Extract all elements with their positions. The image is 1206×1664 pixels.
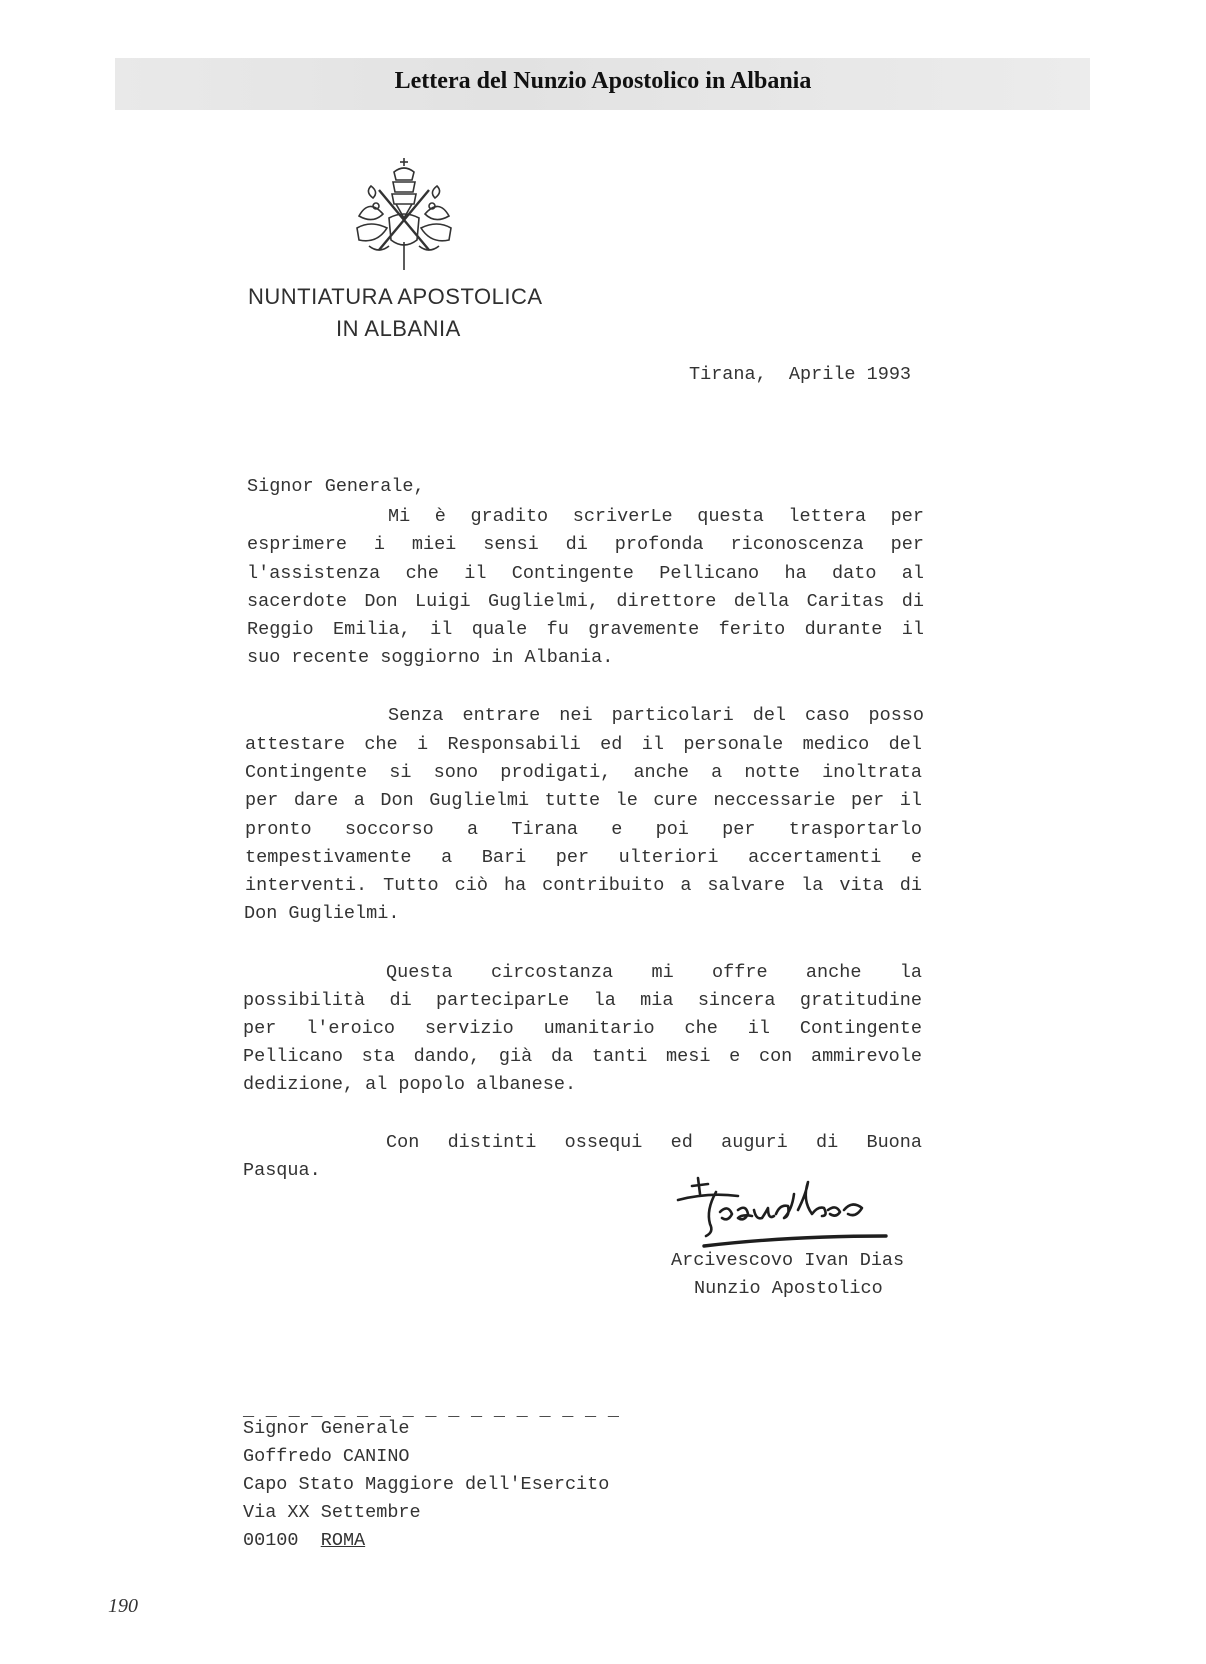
letterhead-line-1: NUNTIATURA APOSTOLICA bbox=[248, 284, 543, 309]
handwritten-signature-icon bbox=[668, 1170, 918, 1260]
paragraph-2-line: attestare che i Responsabili ed il personale medico del bbox=[245, 734, 922, 755]
page-number: 190 bbox=[108, 1595, 138, 1617]
recipient-postal-line bbox=[243, 1530, 365, 1551]
recipient-line: Capo Stato Maggiore dell'Esercito bbox=[243, 1474, 610, 1495]
page-title: Lettera del Nunzio Apostolico in Albania bbox=[394, 68, 812, 94]
postal-code: 00100 bbox=[243, 1530, 299, 1551]
paragraph-1-line: l'assistenza che il Contingente Pellicano ha dato al bbox=[247, 563, 924, 584]
paragraph-1-line: sacerdote Don Luigi Guglielmi, direttore della Caritas di bbox=[247, 591, 924, 612]
closing-line: Con distinti ossequi ed auguri di Buona bbox=[386, 1132, 922, 1153]
paragraph-2-line: tempestivamente a Bari per ulteriori accertamenti e bbox=[245, 847, 922, 868]
paragraph-1-line: Mi è gradito scriverLe questa lettera per bbox=[388, 506, 924, 527]
paragraph-3-line: Pellicano sta dando, già da tanti mesi e con ammirevole bbox=[243, 1046, 922, 1067]
recipient-line: Goffredo CANINO bbox=[243, 1446, 410, 1467]
paragraph-2-line: interventi. Tutto ciò ha contribuito a salvare la vita di bbox=[245, 875, 922, 896]
papal-crest-icon bbox=[349, 158, 459, 270]
recipient-city: ROMA bbox=[320, 1530, 366, 1551]
letterhead-line-2: IN ALBANIA bbox=[336, 316, 461, 341]
paragraph-1-line: esprimere i miei sensi di profonda riconoscenza per bbox=[247, 534, 924, 555]
divider-dashes: _ _ _ _ _ _ _ _ _ _ _ _ _ _ _ _ _ bbox=[243, 1400, 620, 1421]
paragraph-2-line: pronto soccorso a Tirana e poi per trasportarlo bbox=[245, 819, 922, 840]
paragraph-3-line: possibilità di parteciparLe la mia sincera gratitudine bbox=[243, 990, 922, 1011]
paragraph-2-line: Contingente si sono prodigati, anche a notte inoltrata bbox=[245, 762, 922, 783]
letter-date: Tirana, Aprile 1993 bbox=[689, 364, 912, 385]
paragraph-1-line: suo recente soggiorno in Albania. bbox=[247, 647, 614, 668]
signatory-title: Nunzio Apostolico bbox=[694, 1278, 883, 1299]
paragraph-2-line: per dare a Don Guglielmi tutte le cure neccessarie per il bbox=[245, 790, 922, 811]
paragraph-1-line: Reggio Emilia, il quale fu gravemente ferito durante il bbox=[247, 619, 924, 640]
salutation: Signor Generale, bbox=[247, 476, 425, 497]
closing-line: Pasqua. bbox=[243, 1160, 321, 1181]
paragraph-3-line: Questa circostanza mi offre anche la bbox=[386, 962, 922, 983]
recipient-line: Via XX Settembre bbox=[243, 1502, 421, 1523]
paragraph-2-line: Senza entrare nei particolari del caso posso bbox=[388, 705, 924, 726]
recipient-line: Signor Generale bbox=[243, 1418, 410, 1439]
paragraph-3-line: per l'eroico servizio umanitario che il Contingente bbox=[243, 1018, 922, 1039]
paragraph-2-line: Don Guglielmi. bbox=[244, 903, 400, 924]
signatory-name: Arcivescovo Ivan Dias bbox=[671, 1250, 905, 1271]
paragraph-3-line: dedizione, al popolo albanese. bbox=[243, 1074, 577, 1095]
